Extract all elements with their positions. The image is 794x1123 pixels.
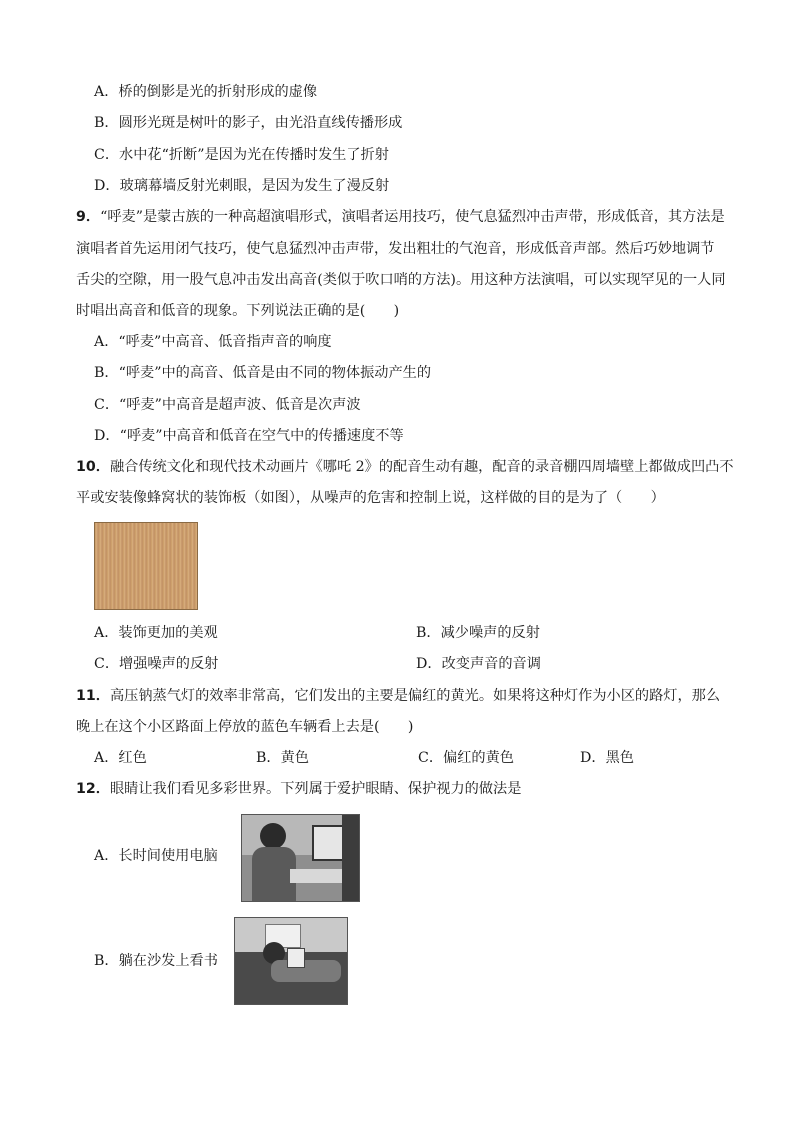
q11-number: 11．	[76, 688, 110, 704]
q8-option-d: D．玻璃幕墙反射光刺眼，是因为发生了漫反射	[94, 178, 390, 194]
q10-number: 10．	[76, 459, 110, 475]
q10-option-c: C．增强噪声的反射	[94, 656, 219, 672]
q9-option-b: B．“呼麦”中的高音、低音是由不同的物体振动产生的	[94, 365, 432, 381]
reading-on-sofa-photo	[234, 917, 348, 1005]
q8-option-b: B．圆形光斑是树叶的影子，由光沿直线传播形成	[94, 115, 403, 131]
q12-stem-line-1	[76, 779, 521, 799]
q10-option-b: B．减少噪声的反射	[416, 625, 540, 641]
q11-option-d: D．黑色	[580, 750, 634, 766]
q10-stem-line-2: 平或安装像蜂窝状的装饰板（如图），从噪声的危害和控制上说，这样做的目的是为了（ ）	[76, 490, 665, 506]
q9-number: 9．	[76, 209, 101, 225]
q8-option-a: A．桥的倒影是光的折射形成的虚像	[94, 84, 318, 100]
q11-option-c: C．偏红的黄色	[418, 750, 514, 766]
q9-stem-line-4: 时唱出高音和低音的现象。下列说法正确的是( )	[76, 303, 400, 319]
computer-user-photo	[241, 814, 360, 902]
q11-stem-line-1	[76, 686, 720, 706]
q9-option-a: A．“呼麦”中高音、低音指声音的响度	[94, 334, 332, 350]
q12-stem-text-1: 眼睛让我们看见多彩世界。下列属于爱护眼睛、保护视力的做法是	[109, 781, 522, 797]
q12-option-b: B．躺在沙发上看书	[94, 953, 218, 969]
acoustic-panel-image	[94, 522, 198, 610]
q9-option-c: C．“呼麦”中高音是超声波、低音是次声波	[94, 397, 361, 413]
q9-stem-line-2: 演唱者首先运用闭气技巧，使气息猛烈冲击声带，发出粗壮的气泡音，形成低音声部。然后巧妙地调节	[76, 241, 715, 257]
q11-option-b: B．黄色	[256, 750, 309, 766]
q10-stem-text-1: 融合传统文化和现代技术动画片《哪吒 2》的配音生动有趣，配音的录音棚四周墙壁上都做成凹凸不	[109, 459, 734, 475]
q10-stem-line-1	[76, 457, 734, 477]
q11-option-a: A．红色	[94, 750, 147, 766]
q9-stem-line-1	[76, 207, 725, 227]
q10-option-a: A．装饰更加的美观	[94, 625, 218, 641]
q11-stem-text-1: 高压钠蒸气灯的效率非常高，它们发出的主要是偏红的黄光。如果将这种灯作为小区的路灯，那么	[109, 688, 721, 704]
q10-option-d: D．改变声音的音调	[416, 656, 541, 672]
q12-option-a: A．长时间使用电脑	[94, 848, 218, 864]
q8-option-c: C．水中花“折断”是因为光在传播时发生了折射	[94, 147, 389, 163]
q9-option-d: D．“呼麦”中高音和低音在空气中的传播速度不等	[94, 428, 404, 444]
q12-number: 12．	[76, 781, 110, 797]
q9-stem-line-3: 舌尖的空隙，用一股气息冲击发出高音(类似于吹口哨的方法)。用这种方法演唱，可以实现罕见的一人同	[76, 272, 726, 288]
q9-stem-text-1: “呼麦”是蒙古族的一种高超演唱形式，演唱者运用技巧，使气息猛烈冲击声带，形成低音，其方法是	[100, 209, 725, 225]
q11-stem-line-2: 晚上在这个小区路面上停放的蓝色车辆看上去是( )	[76, 719, 414, 735]
